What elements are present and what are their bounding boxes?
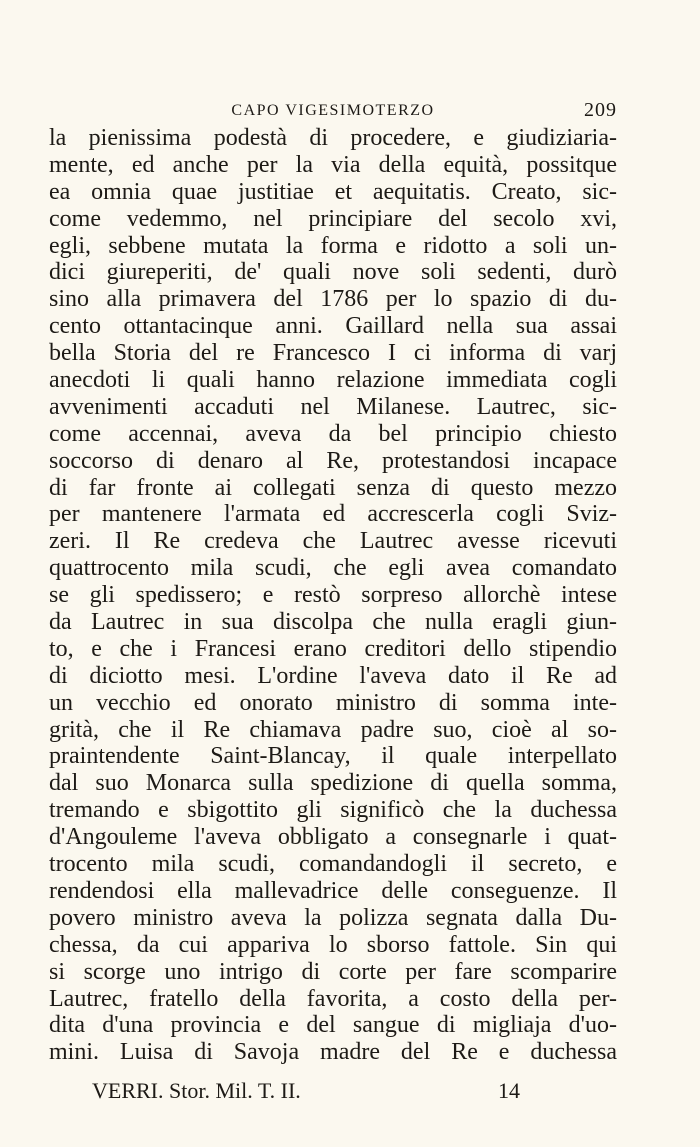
- text-line: to, e che i Francesi erano creditori dello stipendio: [49, 635, 617, 662]
- body-text: [49, 125, 617, 1066]
- page-number: 209: [584, 99, 617, 121]
- text-line: bella Storia del re Francesco I ci informa di varj: [49, 340, 617, 367]
- text-line: trocento mila scudi, comandandogli il secreto, e: [49, 851, 617, 878]
- text-line: chessa, da cui appariva lo sborso fattole. Sin qui: [49, 931, 617, 958]
- text-line: di far fronte ai collegati senza di questo mezzo: [49, 474, 617, 501]
- text-line: un vecchio ed onorato ministro di somma inte-: [49, 689, 617, 716]
- chapter-title: CAPO VIGESIMOTERZO: [231, 102, 435, 119]
- text-line: cento ottantacinque anni. Gaillard nella sua assai: [49, 313, 617, 340]
- text-line: anecdoti li quali hanno relazione immediata cogli: [49, 367, 617, 394]
- text-line: soccorso di denaro al Re, protestandosi incapace: [49, 447, 617, 474]
- text-line: mente, ed anche per la via della equità, possitque: [49, 151, 617, 178]
- page-footer: [92, 1078, 520, 1108]
- text-line: quattrocento mila scudi, che egli avea comandato: [49, 555, 617, 582]
- text-line: se gli spedissero; e restò sorpreso allorchè intese: [49, 582, 617, 609]
- text-line: grità, che il Re chiamava padre suo, cioè al so-: [49, 716, 617, 743]
- text-line: da Lautrec in sua discolpa che nulla eragli giun-: [49, 609, 617, 636]
- text-line: come vedemmo, nel principiare del secolo xvi,: [49, 205, 617, 232]
- text-line: dici giureperiti, de' quali nove soli sedenti, durò: [49, 259, 617, 286]
- text-line: zeri. Il Re credeva che Lautrec avesse ricevuti: [49, 528, 617, 555]
- text-line: dal suo Monarca sulla spedizione di quella somma,: [49, 770, 617, 797]
- text-line: come accennai, aveva da bel principio chiesto: [49, 420, 617, 447]
- text-line: avvenimenti accaduti nel Milanese. Lautrec, sic-: [49, 393, 617, 420]
- signature-mark: 14: [498, 1078, 520, 1103]
- text-line: praintendente Saint-Blancay, il quale interpellato: [49, 743, 617, 770]
- text-line: mini. Luisa di Savoja madre del Re e duchessa: [49, 1039, 617, 1066]
- text-line: di diciotto mesi. L'ordine l'aveva dato il Re ad: [49, 662, 617, 689]
- text-line: tremando e sbigottito gli significò che la duchessa: [49, 797, 617, 824]
- text-line: egli, sebbene mutata la forma e ridotto a soli un-: [49, 232, 617, 259]
- text-line: sino alla primavera del 1786 per lo spazio di du-: [49, 286, 617, 313]
- text-line: per mantenere l'armata ed accrescerla cogli Sviz-: [49, 501, 617, 528]
- text-line: si scorge uno intrigo di corte per fare scomparire: [49, 958, 617, 985]
- text-line: la pienissima podestà di procedere, e giudiziaria-: [49, 125, 617, 151]
- text-line: rendendosi ella mallevadrice delle conseguenze. Il: [49, 877, 617, 904]
- text-line: dita d'una provincia e del sangue di migliaja d'uo-: [49, 1012, 617, 1039]
- text-line: ea omnia quae justitiae et aequitatis. Creato, sic-: [49, 178, 617, 205]
- text-line: Lautrec, fratello della favorita, a costo della per-: [49, 985, 617, 1012]
- signature-line: VERRI. Stor. Mil. T. II.: [92, 1078, 301, 1103]
- text-line: d'Angouleme l'aveva obbligato a consegnarle i quat-: [49, 824, 617, 851]
- text-line: povero ministro aveva la polizza segnata dalla Du-: [49, 904, 617, 931]
